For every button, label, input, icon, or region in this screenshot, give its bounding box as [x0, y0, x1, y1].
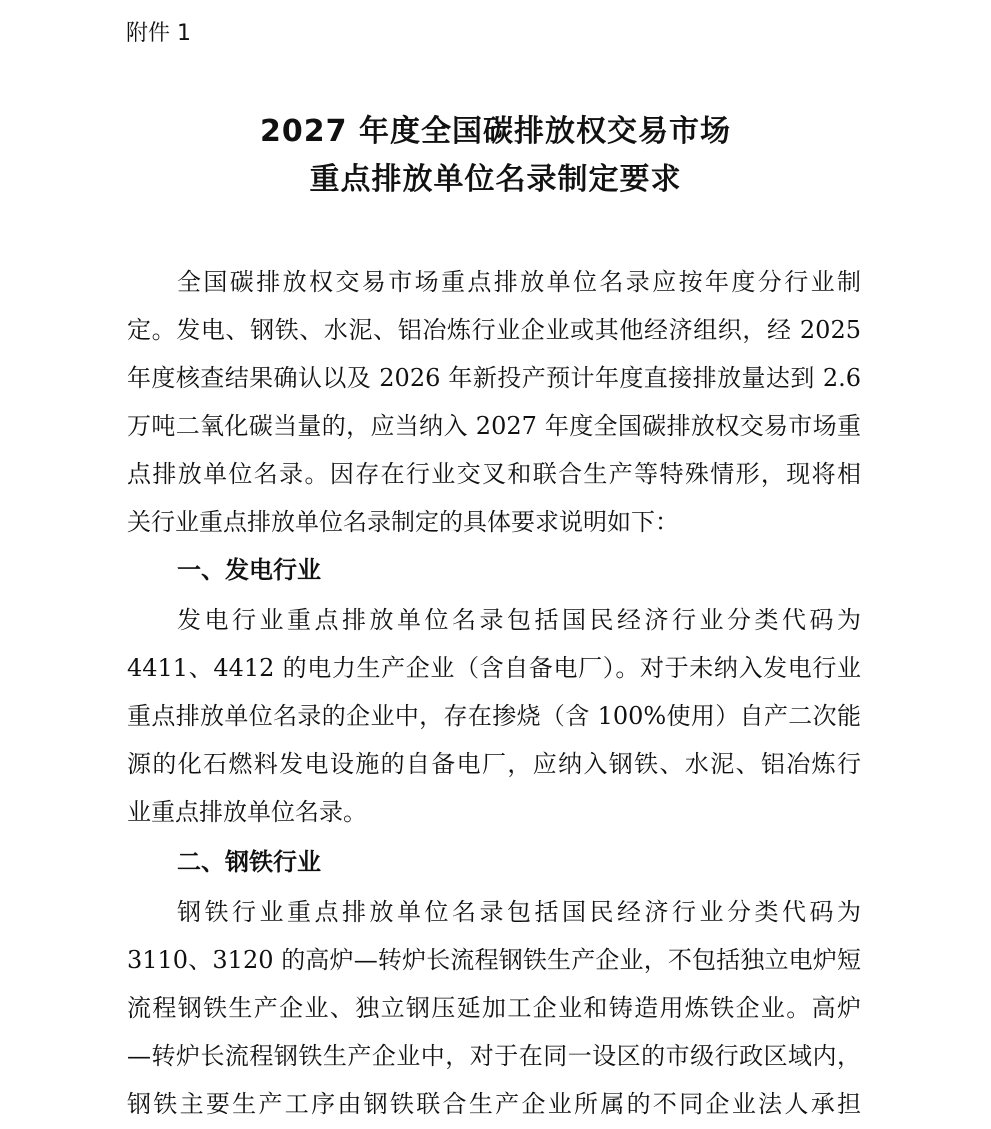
section1-line: 4411、4412 的电力生产企业（含自备电厂）。对于未纳入发电行业 [127, 654, 861, 682]
intro-line: 全国碳排放权交易市场重点排放单位名录应按年度分行业制 [177, 268, 861, 296]
document-title-line-2: 重点排放单位名录制定要求 [309, 162, 682, 197]
intro-line: 定。发电、钢铁、水泥、铝冶炼行业企业或其他经济组织，经 2025 [127, 316, 861, 344]
section1-line: 源的化石燃料发电设施的自备电厂，应纳入钢铁、水泥、铝冶炼行 [127, 750, 861, 778]
section2-line: —转炉长流程钢铁生产企业中，对于在同一设区的市级行政区域内， [127, 1042, 861, 1070]
section1-line: 重点排放单位名录的企业中，存在掺烧（含 100%使用）自产二次能 [127, 702, 861, 730]
document-title-line-1: 2027 年度全国碳排放权交易市场 [260, 114, 731, 149]
intro-line: 关行业重点排放单位名录制定的具体要求说明如下： [127, 508, 679, 536]
intro-line: 年度核查结果确认以及 2026 年新投产预计年度直接排放量达到 2.6 [127, 364, 861, 392]
section2-line: 钢铁行业重点排放单位名录包括国民经济行业分类代码为 [177, 898, 861, 926]
section2-line: 3110、3120 的高炉—转炉长流程钢铁生产企业，不包括独立电炉短 [127, 946, 861, 974]
section-heading-power: 一、发电行业 [177, 556, 321, 584]
section2-line: 流程钢铁生产企业、独立钢压延加工企业和铸造用炼铁企业。高炉 [127, 994, 861, 1022]
section2-line: 钢铁主要生产工序由钢铁联合生产企业所属的不同企业法人承担 [127, 1090, 861, 1118]
attachment-label: 附件 1 [126, 21, 191, 46]
intro-line: 点排放单位名录。因存在行业交叉和联合生产等特殊情形，现将相 [127, 460, 861, 488]
section1-line: 发电行业重点排放单位名录包括国民经济行业分类代码为 [177, 606, 861, 634]
section-heading-steel: 二、钢铁行业 [177, 848, 321, 876]
section1-line: 业重点排放单位名录。 [127, 798, 367, 826]
intro-line: 万吨二氧化碳当量的，应当纳入 2027 年度全国碳排放权交易市场重 [127, 412, 861, 440]
